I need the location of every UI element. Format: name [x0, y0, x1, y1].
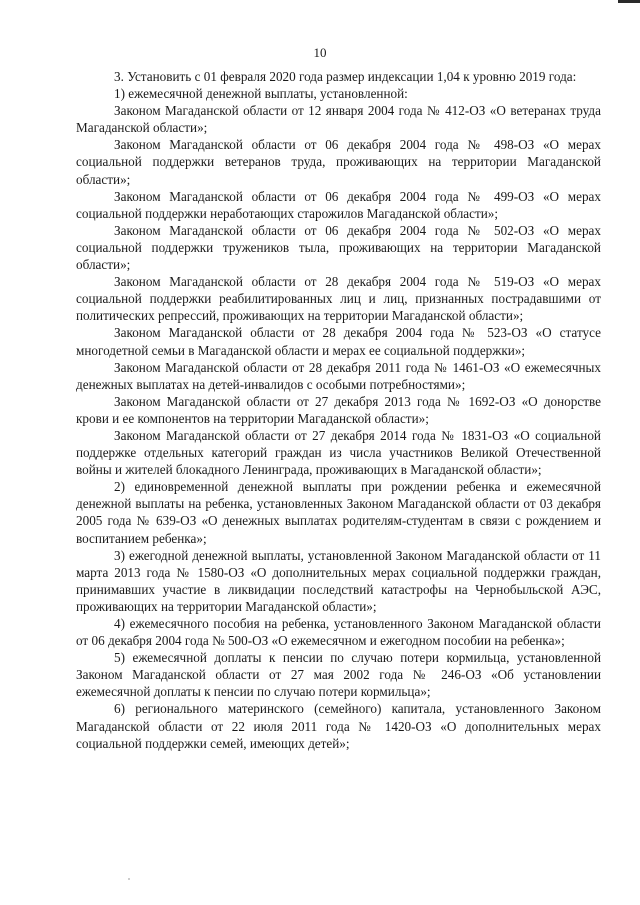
paragraph-law-1831: Законом Магаданской области от 27 декабря 2014 года № 1831-ОЗ «О социальной поддержке отдельных категорий граждан из числа участников Великой Отечественной войны и жителей блокадного Ленинграда, проживающих в Магаданской области»;	[76, 427, 601, 478]
paragraph-sub-2: 2) единовременной денежной выплаты при рождении ребенка и ежемесячной денежной выплаты на ребенка, установленных Законом Магаданской области от 03 декабря 2005 года № 639-ОЗ «О денежных выплатах родителям-студентам в связи с рождением и воспитанием ребенка»;	[76, 479, 601, 546]
page-edge-mark	[618, 0, 640, 3]
paragraph-law-412: Законом Магаданской области от 12 января 2004 года № 412-ОЗ «О ветеранах труда Магаданской области»;	[76, 103, 601, 136]
paragraph-law-1461: Законом Магаданской области от 28 декабря 2011 года № 1461-ОЗ «О ежемесячных денежных выплатах на детей-инвалидов с особыми потребностями»;	[76, 359, 601, 392]
paragraph-sub-5: 5) ежемесячной доплаты к пенсии по случаю потери кормильца, установленной Законом Магаданской области от 27 мая 2002 года № 246-ОЗ «Об установлении ежемесячной доплаты к пенсии по случаю потери кормильца»;	[76, 650, 601, 700]
paragraph-sub-4: 4) ежемесячного пособия на ребенка, установленного Законом Магаданской области от 06 декабря 2004 года № 500-ОЗ «О ежемесячном и ежегодном пособии на ребенка»;	[76, 616, 601, 649]
paragraph-law-498: Законом Магаданской области от 06 декабря 2004 года № 498-ОЗ «О мерах социальной поддержки ветеранов труда, проживающих на территории Магаданской области»;	[76, 137, 601, 187]
paragraph-law-519: Законом Магаданской области от 28 декабря 2004 года № 519-ОЗ «О мерах социальной поддержки реабилитированных лиц и лиц, признанных пострадавшими от политических репрессий, проживающих на территории Магаданской области»;	[76, 274, 601, 324]
paragraph-law-502: Законом Магаданской области от 06 декабря 2004 года № 502-ОЗ «О мерах социальной поддержки тружеников тыла, проживающих на территории Магаданской области»;	[76, 222, 601, 273]
paragraph-sub-3: 3) ежегодной денежной выплаты, установленной Законом Магаданской области от 11 марта 2013 года № 1580-ОЗ «О дополнительных мерах социальной поддержки граждан, принимавших участие в ликвидации последствий катастрофы на Чернобыльской АЭС, проживающих на территории Магаданской области»;	[76, 547, 601, 614]
document-body	[76, 68, 601, 752]
paragraph-sub-1: 1) ежемесячной денежной выплаты, установленной:	[114, 86, 408, 102]
paragraph-law-499: Законом Магаданской области от 06 декабря 2004 года № 499-ОЗ «О мерах социальной поддержки неработающих старожилов Магаданской области»;	[76, 188, 601, 221]
paragraph-law-1692: Законом Магаданской области от 27 декабря 2013 года № 1692-ОЗ «О донорстве крови и ее компонентов на территории Магаданской области»;	[76, 393, 601, 426]
paragraph-sub-6: 6) регионального материнского (семейного) капитала, установленного Законом Магаданской области от 22 июля 2011 года № 1420-ОЗ «О дополнительных мерах социальной поддержки семей, имеющих детей»;	[76, 701, 601, 751]
page-number: 10	[313, 45, 327, 60]
scan-artifact	[128, 878, 130, 880]
paragraph-law-523: Законом Магаданской области от 28 декабря 2004 года № 523-ОЗ «О статусе многодетной семьи в Магаданской области и мерах ее социальной поддержки»;	[76, 325, 601, 358]
paragraph-item-3: 3. Установить с 01 февраля 2020 года размер индексации 1,04 к уровню 2019 года:	[114, 69, 577, 84]
